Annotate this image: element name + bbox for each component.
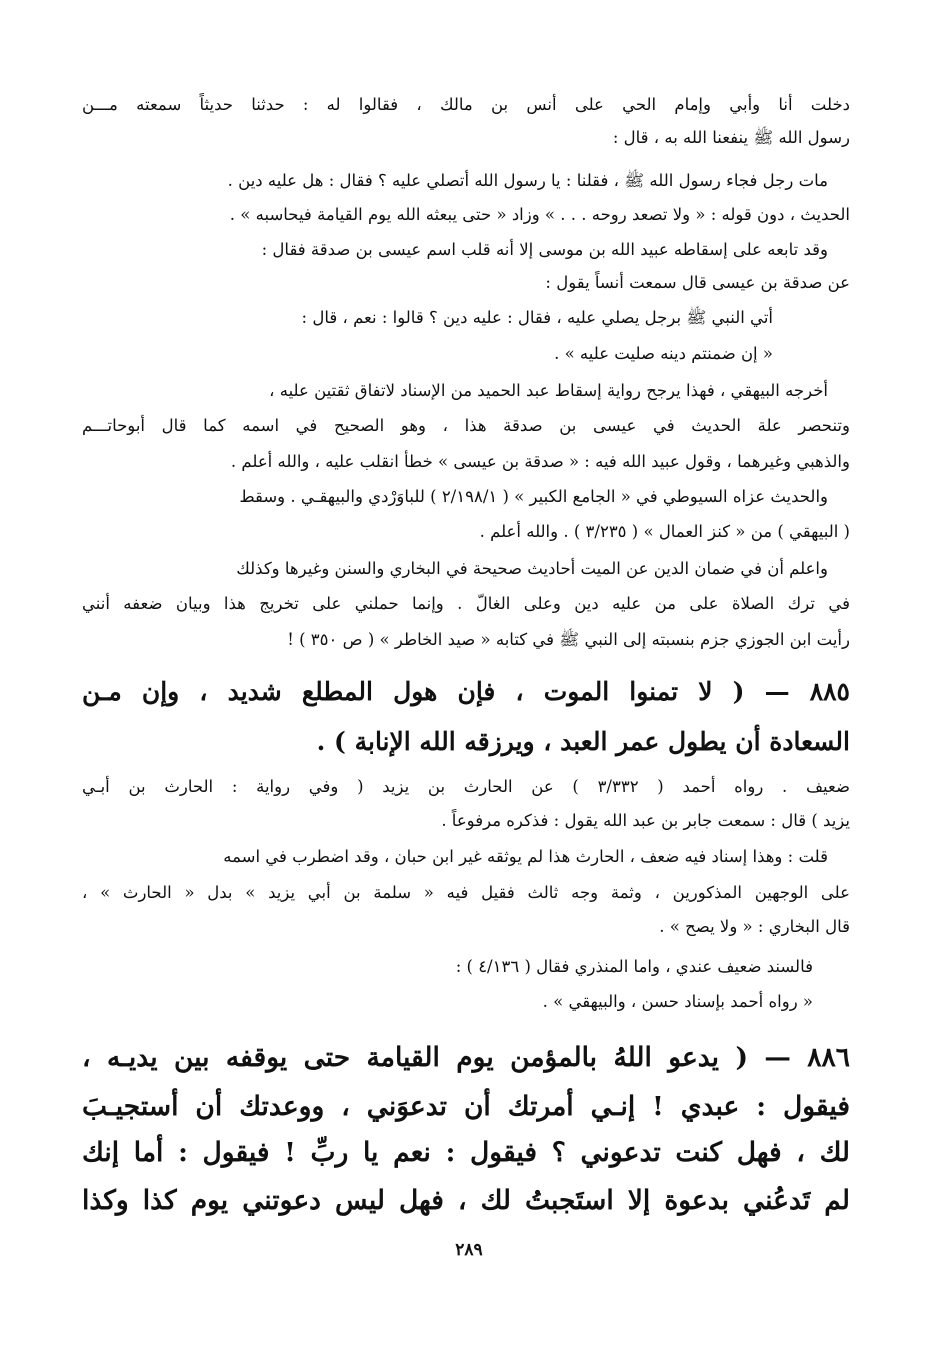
text-line: رسول الله ﷺ ينفعنا الله به ، قال : (612, 128, 850, 147)
hadith-heading-886-cont: لم تَدعُني بدعوة إلا استَجبتُ لك ، فهل ليس دعوتني يوم كذا وكذا (82, 1185, 850, 1216)
text-line: الحديث ، دون قوله : « ولا تصعد روحه . . . » وزاد « حتى يبعثه الله يوم القيامة فيحاسبه » . (229, 205, 850, 224)
text-line: أخرجه البيهقي ، فهذا يرجح رواية إسقاط عبد الحميد من الإسناد لاتفاق ثقتين عليه ، (269, 381, 828, 400)
text-line: مات رجل فجاء رسول الله ﷺ ، فقلنا : يا رسول الله أتصلي عليه ؟ فقال : هل عليه دين . (227, 171, 828, 190)
text-line: قال البخاري : « ولا يصح » . (659, 917, 850, 936)
text-line: أتي النبي ﷺ برجل يصلي عليه ، فقال : عليه دين ؟ قالوا : نعم ، قال : (301, 308, 773, 327)
hadith-heading-886: ٨٨٦ — ( يدعو اللهُ بالمؤمن يوم القيامة حتى يوقفه بين يديـه ، (82, 1042, 850, 1073)
text-line: واعلم أن في ضمان الدين عن الميت أحاديث صحيحة في البخاري والسنن وغيرها وكذلك (236, 559, 828, 578)
text-line: والذهبي وغيرهما ، وقول عبيد الله فيه : « صدقة بن عيسى » خطأ انقلب عليه ، والله أعلم . (230, 452, 850, 471)
text-line: « رواه أحمد بإسناد حسن ، والبيهقي » . (542, 992, 813, 1011)
text-line: « إن ضمنتم دينه صليت عليه » . (554, 344, 773, 363)
hadith-heading-885: ٨٨٥ — ( لا تمنوا الموت ، فإن هول المطلع شديد ، وإن مـن (82, 677, 850, 706)
text-line: على الوجهين المذكورين ، وثمة وجه ثالث فقيل فيه « سلمة بن أبي يزيد » بدل « الحارث » ، (82, 883, 850, 902)
text-line: قلت : وهذا إسناد فيه ضعف ، الحارث هذا لم يوثقه غير ابن حبان ، وقد اضطرب في اسمه (223, 847, 828, 866)
text-line: وتنحصر علة الحديث في عيسى بن صدقة هذا ، وهو الصحيح في اسمه كما قال أبوحاتـــم (82, 416, 850, 435)
hadith-heading-885-cont: السعادة أن يطول عمر العبد ، ويرزقه الله الإنابة ) . (316, 727, 850, 756)
text-line: ضعيف . رواه أحمد ( ٣/٣٣٢ ) عن الحارث بن يزيد ( وفي رواية : الحارث بن أبـي (82, 777, 850, 796)
text-line: ( البيهقي ) من « كنز العمال » ( ٣/٢٣٥ ) . والله أعلم . (479, 522, 850, 541)
text-line: في ترك الصلاة على من عليه دين وعلى الغالّ . وإنما حملني على تخريج هذا وبيان ضعفه أنني (82, 594, 850, 613)
text-line: فالسند ضعيف عندي ، واما المنذري فقال ( ٤/١٣٦ ) : (455, 957, 813, 976)
text-line: يزيد ) قال : سمعت جابر بن عبد الله يقول : فذكره مرفوعاً . (441, 811, 850, 830)
text-line: عن صدقة بن عيسى قال سمعت أنساً يقول : (545, 273, 850, 292)
page-number: ٢٨٩ (455, 1240, 483, 1260)
hadith-heading-886-cont: فيقول : عبدي ! إنـي أمرتك أن تدعوَني ، ووعدتك أن أستجيـبَ (82, 1091, 850, 1122)
hadith-heading-886-cont: لك ، فهل كنت تدعوني ؟ فيقول : نعم يا ربِّ ! فيقول : أما إنك (82, 1137, 850, 1168)
text-line: والحديث عزاه السيوطي في « الجامع الكبير » ( ٢/١٩٨/١ ) للباوَرْدي والبيهقـي . وسقط (239, 487, 828, 506)
text-line: رأيت ابن الجوزي جزم بنسبته إلى النبي ﷺ في كتابه « صيد الخاطر » ( ص ٣٥٠ ) ! (287, 630, 850, 649)
text-line: وقد تابعه على إسقاطه عبيد الله بن موسى إلا أنه قلب اسم عيسى بن صدقة فقال : (261, 240, 828, 259)
text-line: دخلت أنا وأبي وإمام الحي على أنس بن مالك ، فقالوا له : حدثنا حديثاً سمعته مـــن (82, 95, 850, 114)
